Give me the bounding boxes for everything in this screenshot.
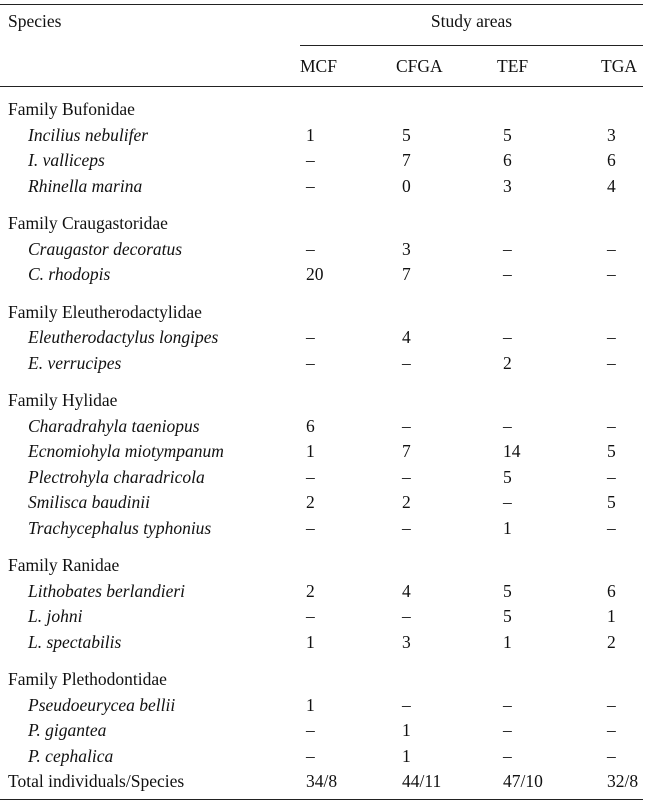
count-cfga: 1 (402, 720, 411, 740)
count-mcf: 1 (306, 124, 315, 145)
species-row (0, 123, 643, 149)
count-tef: 1 (503, 517, 512, 538)
species-row (0, 148, 643, 174)
species-name: L. spectabilis (28, 631, 122, 652)
species-name: Charadrahyla taeniopus (28, 415, 200, 436)
total-cfga: 44/11 (396, 769, 497, 799)
count-tga: 6 (607, 150, 616, 170)
count-cfga: – (402, 415, 411, 436)
total-row (0, 769, 643, 799)
count-tga: – (607, 694, 616, 715)
species-name: Plectrohyla charadricola (28, 466, 205, 487)
count-tef: 5 (503, 606, 512, 626)
table-body (0, 87, 643, 770)
species-row (0, 174, 643, 200)
count-cfga: 3 (402, 631, 411, 652)
count-tga: 5 (607, 441, 616, 461)
count-tga: – (607, 517, 616, 538)
count-mcf: – (306, 327, 315, 347)
count-tga: – (607, 327, 616, 347)
species-row (0, 579, 643, 605)
species-name: Craugastor decoratus (28, 238, 183, 259)
count-cfga: – (402, 606, 411, 626)
count-tef: 14 (503, 441, 521, 461)
column-header-cfga: CFGA (396, 46, 497, 87)
count-tga: – (607, 264, 616, 284)
family-name: Family Plethodontidae (8, 669, 167, 689)
column-header-tef: TEF (497, 46, 601, 87)
study-areas-header: Study areas (300, 5, 643, 46)
count-mcf: 2 (306, 580, 315, 601)
family-name: Family Bufonidae (8, 99, 135, 119)
count-tef: – (503, 264, 512, 284)
count-cfga: 1 (402, 745, 411, 766)
count-cfga: 4 (402, 580, 411, 601)
species-name: Trachycephalus typhonius (28, 517, 212, 538)
count-tga: 4 (607, 175, 616, 196)
count-mcf: – (306, 150, 315, 170)
total-tef: 47/10 (497, 769, 601, 799)
count-cfga: 0 (402, 175, 411, 196)
count-tef: 5 (503, 580, 512, 601)
count-mcf: 6 (306, 415, 315, 436)
count-mcf: – (306, 238, 315, 259)
count-mcf: – (306, 466, 315, 487)
species-row (0, 744, 643, 770)
count-cfga: 4 (402, 327, 411, 347)
count-tga: – (607, 745, 616, 766)
species-row (0, 439, 643, 465)
count-mcf: 1 (306, 441, 315, 461)
count-tga: 2 (607, 631, 616, 652)
species-name: Rhinella marina (28, 175, 143, 196)
total-tga: 32/8 (601, 769, 643, 799)
species-row (0, 604, 643, 630)
species-abundance-table (0, 4, 643, 800)
count-tef: – (503, 415, 512, 436)
family-row (0, 376, 643, 414)
column-header-tga: TGA (601, 46, 643, 87)
species-row (0, 237, 643, 263)
count-cfga: – (402, 694, 411, 715)
species-row (0, 516, 643, 542)
count-tga: 6 (607, 580, 616, 601)
column-header-mcf: MCF (300, 46, 396, 87)
count-cfga: 7 (402, 441, 411, 461)
species-name: Smilisca baudinii (28, 492, 151, 512)
count-tga: – (607, 466, 616, 487)
count-tef: 5 (503, 124, 512, 145)
count-tef: – (503, 238, 512, 259)
count-mcf: 2 (306, 492, 315, 512)
species-name: Pseudoeurycea bellii (28, 694, 176, 715)
species-row (0, 351, 643, 377)
species-row (0, 490, 643, 516)
count-tga: – (607, 720, 616, 740)
family-row (0, 541, 643, 579)
count-tef: – (503, 492, 512, 512)
count-cfga: 2 (402, 492, 411, 512)
count-cfga: 5 (402, 124, 411, 145)
family-name: Family Eleutherodactylidae (8, 301, 202, 322)
species-name: Incilius nebulifer (28, 124, 149, 145)
count-mcf: 1 (306, 694, 315, 715)
family-row (0, 288, 643, 326)
family-name: Family Hylidae (8, 390, 118, 410)
count-tef: 5 (503, 466, 512, 487)
count-mcf: – (306, 352, 315, 373)
count-mcf: 20 (306, 264, 324, 284)
species-row (0, 693, 643, 719)
family-name: Family Ranidae (8, 555, 120, 575)
species-name: P. cephalica (28, 745, 114, 766)
species-name: L. johni (28, 606, 83, 626)
count-cfga: – (402, 466, 411, 487)
count-cfga: 7 (402, 264, 411, 284)
count-cfga: 7 (402, 150, 411, 170)
count-mcf: – (306, 720, 315, 740)
family-row (0, 655, 643, 693)
count-tef: – (503, 694, 512, 715)
species-row (0, 465, 643, 491)
species-name: Ecnomiohyla miotympanum (28, 441, 224, 461)
species-row (0, 325, 643, 351)
count-tef: – (503, 327, 512, 347)
count-tef: – (503, 720, 512, 740)
family-name: Family Craugastoridae (8, 213, 168, 233)
count-tga: – (607, 352, 616, 373)
species-row (0, 630, 643, 656)
count-cfga: – (402, 517, 411, 538)
count-tef: 2 (503, 352, 512, 373)
species-column-header: Species (0, 5, 300, 46)
total-label: Total individuals/Species (0, 769, 300, 799)
family-row (0, 199, 643, 237)
header-spacer (0, 46, 300, 87)
count-cfga: – (402, 352, 411, 373)
count-tga: 5 (607, 492, 616, 512)
count-mcf: – (306, 606, 315, 626)
count-mcf: 1 (306, 631, 315, 652)
count-mcf: – (306, 745, 315, 766)
count-mcf: – (306, 517, 315, 538)
count-tef: – (503, 745, 512, 766)
count-mcf: – (306, 175, 315, 196)
species-name: P. gigantea (28, 720, 107, 740)
species-name: E. verrucipes (28, 352, 122, 373)
family-row (0, 87, 643, 123)
species-row (0, 718, 643, 744)
count-tga: – (607, 415, 616, 436)
count-tef: 1 (503, 631, 512, 652)
species-row (0, 262, 643, 288)
total-mcf: 34/8 (300, 769, 396, 799)
count-tef: 3 (503, 175, 512, 196)
count-cfga: 3 (402, 238, 411, 259)
count-tga: 1 (607, 606, 616, 626)
count-tga: – (607, 238, 616, 259)
species-name: I. valliceps (28, 150, 105, 170)
count-tef: 6 (503, 150, 512, 170)
species-name: Eleutherodactylus longipes (28, 327, 219, 347)
species-row (0, 414, 643, 440)
count-tga: 3 (607, 124, 616, 145)
species-name: C. rhodopis (28, 264, 111, 284)
table-header (0, 5, 643, 87)
species-name: Lithobates berlandieri (28, 580, 186, 601)
